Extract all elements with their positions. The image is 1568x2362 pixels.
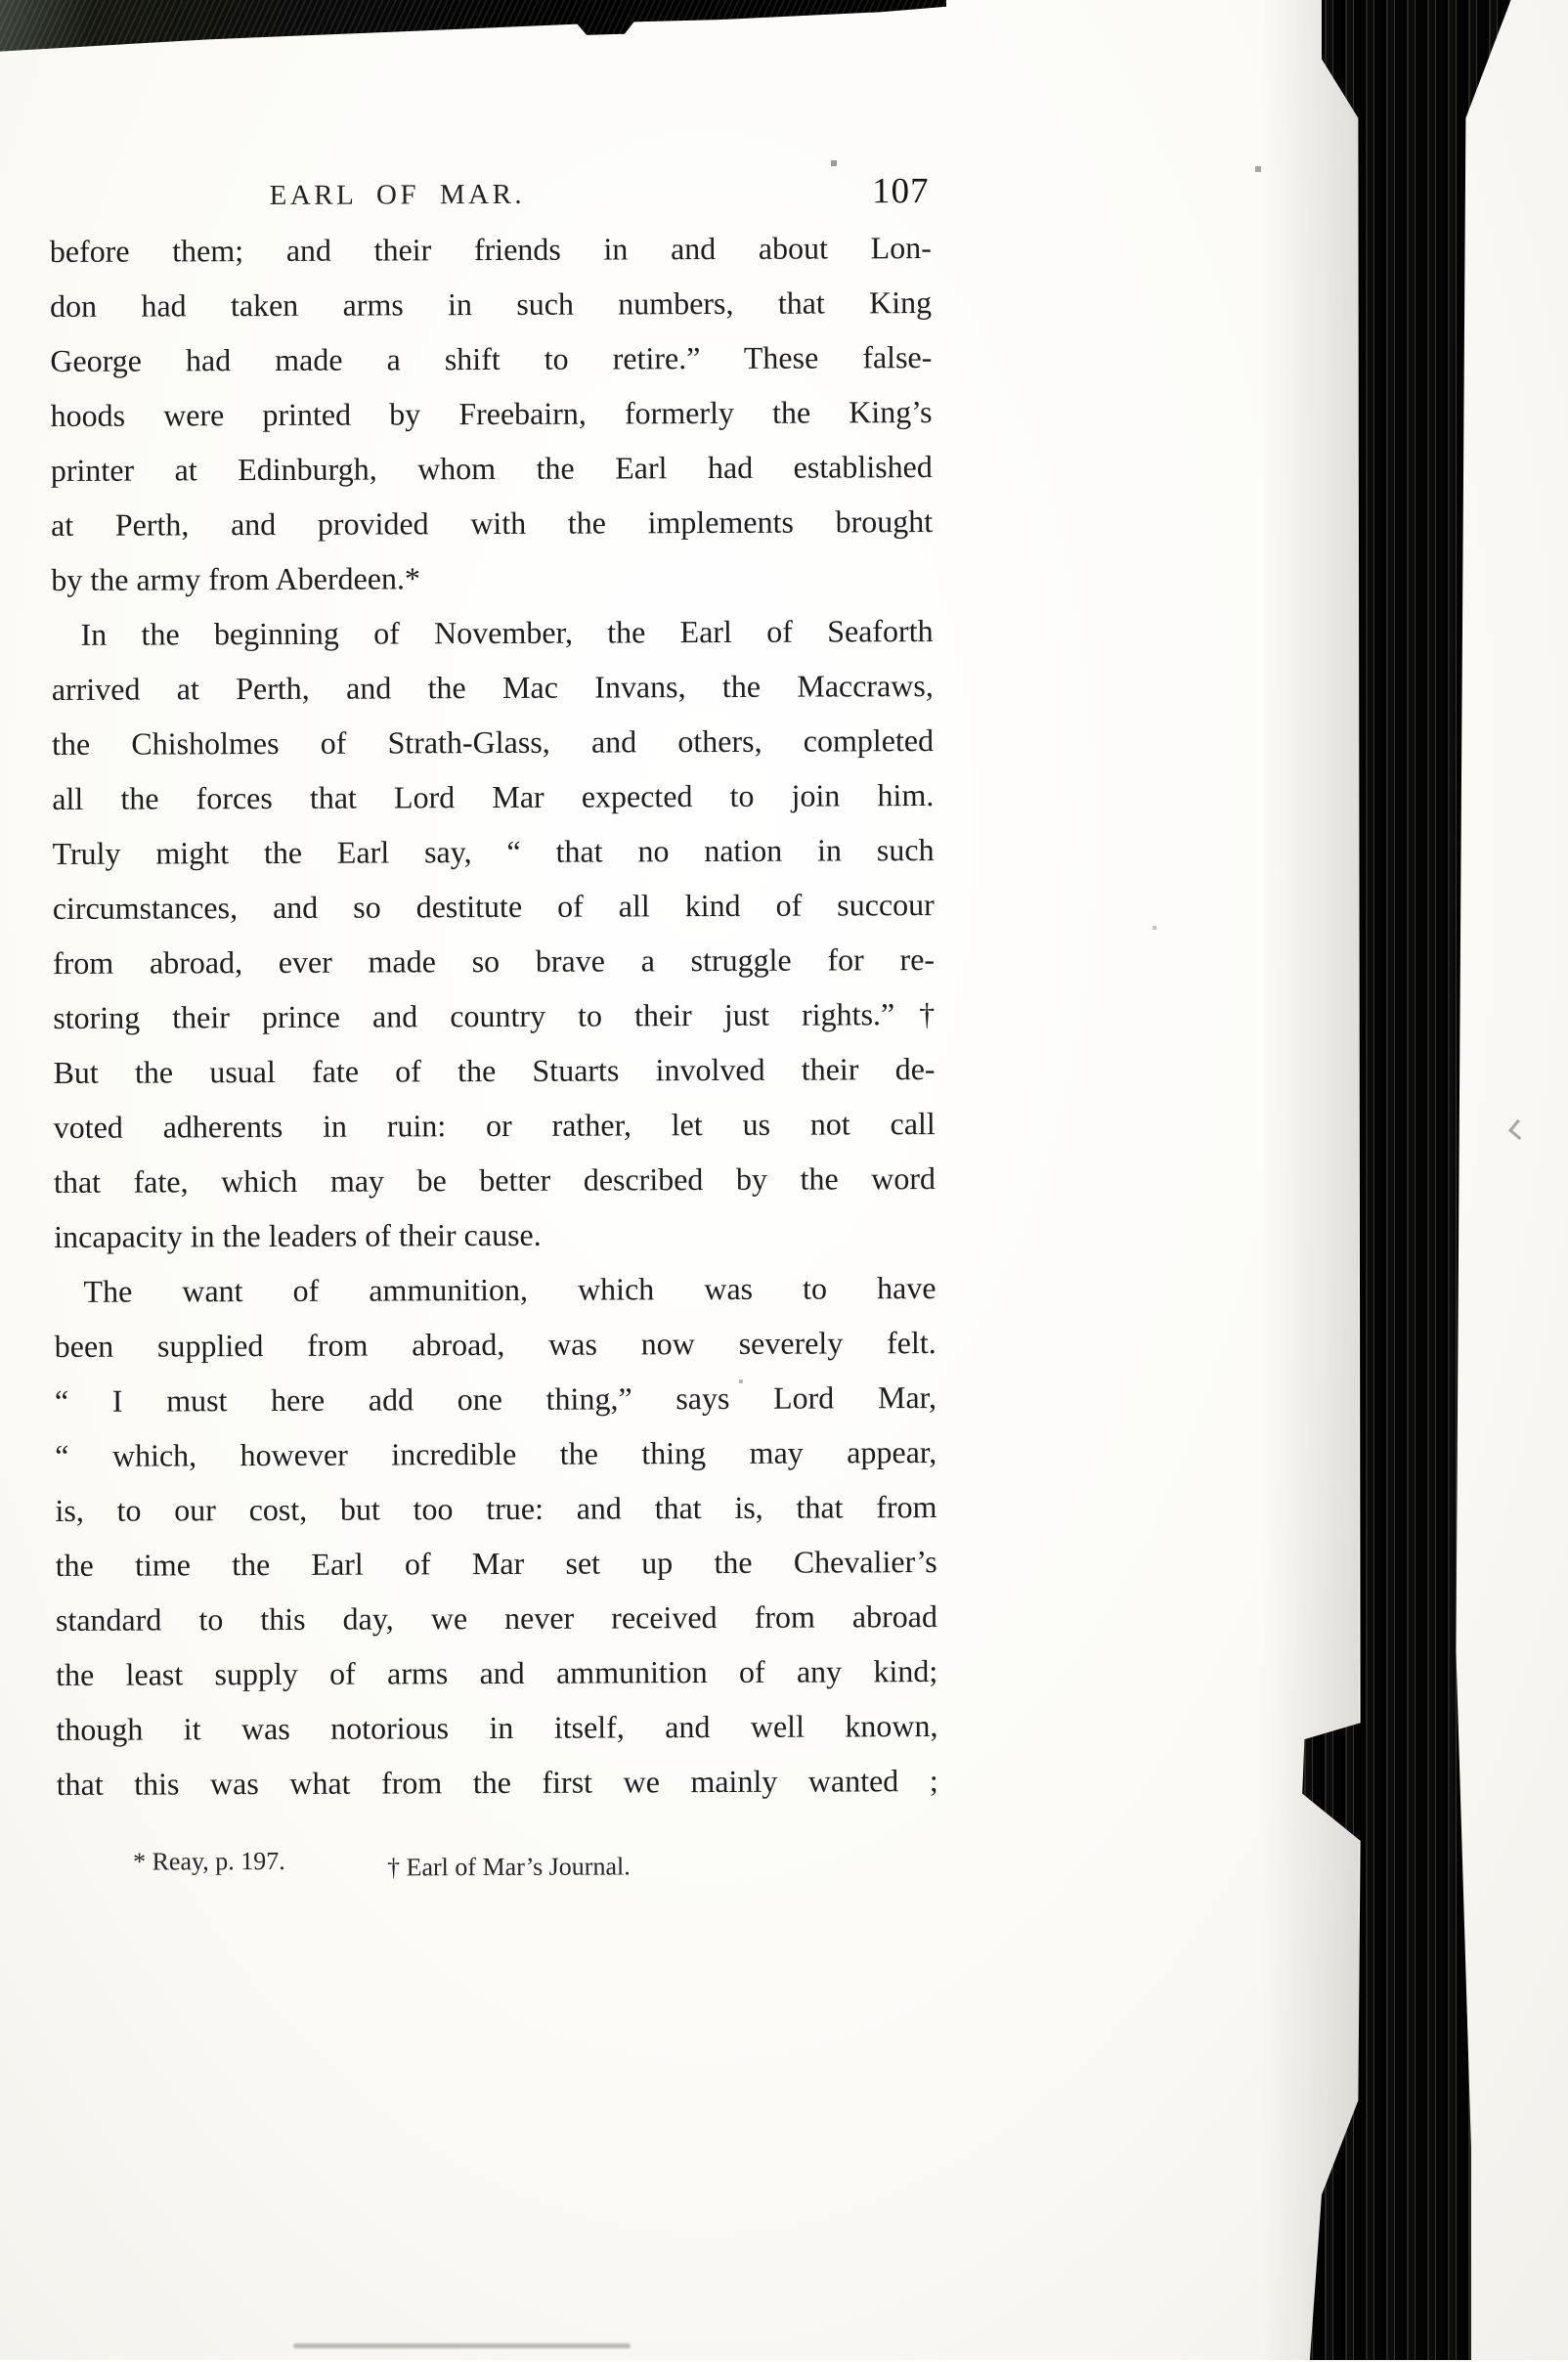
text-line: Truly might the Earl say, “ that no nation in such [52, 832, 935, 871]
text-line: In the beginning of November, the Earl of Seaforth [80, 613, 934, 652]
text-line: the time the Earl of Mar set up the Chevalier’s [55, 1544, 937, 1583]
text-line: hoods were printed by Freebairn, formerly the King’s [50, 394, 933, 433]
text-line: arrived at Perth, and the Mac Invans, the Maccraws, [51, 668, 934, 707]
text-line: at Perth, and provided with the implements brought [50, 503, 934, 543]
text-line: by the army from Aberdeen.* [51, 560, 421, 597]
text-line: “ which, however incredible the thing may appear, [55, 1434, 937, 1473]
text-line: all the forces that Lord Mar expected to join him. [52, 777, 935, 816]
text-line: though it was notorious in itself, and well known, [56, 1708, 938, 1747]
page-content [49, 0, 941, 2362]
text-line: voted adherents in ruin: or rather, let us not call [53, 1106, 936, 1145]
text-line: But the usual fate of the Stuarts involved their de- [53, 1051, 936, 1090]
text-line: don had taken arms in such numbers, that King [50, 284, 933, 324]
text-line: the least supply of arms and ammunition of any kind; [56, 1653, 938, 1692]
text-line: incapacity in the leaders of their cause. [54, 1216, 542, 1254]
text-line: the Chisholmes of Strath-Glass, and others, completed [51, 722, 935, 762]
text-line: is, to our cost, but too true: and that is, that from [55, 1489, 937, 1528]
text-line: standard to this day, we never received from abroad [55, 1598, 938, 1638]
scan-artifact-gutter-shadow [1261, 0, 1359, 2360]
text-line: from abroad, ever made so brave a struggle for re- [52, 941, 936, 981]
text-line: that fate, which may be better described by the word [53, 1160, 936, 1200]
page-number: 107 [872, 171, 930, 212]
text-line: George had made a shift to retire.” These false- [50, 339, 933, 378]
scan-artifact-tick-mark [1508, 1119, 1529, 1140]
scan-artifact-smudge [293, 2343, 631, 2348]
page-header [50, 170, 932, 223]
text-line: printer at Edinburgh, whom the Earl had established [50, 449, 933, 488]
footnotes [57, 1844, 938, 1891]
text-line: “ I must here add one thing,” says Lord Mar, [54, 1379, 937, 1419]
text-line: been supplied from abroad, was now severely felt. [54, 1325, 936, 1364]
footnote-reay: * Reay, p. 197. [132, 1846, 285, 1876]
text-line: before them; and their friends in and about Lon- [49, 230, 932, 269]
text-line: circumstances, and so destitute of all kind of succour [52, 887, 935, 926]
scan-artifact-specks [0, 0, 2, 2]
text-line: The want of ammunition, which was to have [83, 1270, 936, 1309]
text-line: storing their prince and country to their just rights.”† [53, 996, 936, 1035]
body-text [50, 220, 938, 1812]
text-line: that this was what from the first we mainly wanted ; [56, 1763, 938, 1802]
footnote-mars-journal: † Earl of Mar’s Journal. [387, 1852, 631, 1882]
running-header: EARL OF MAR. [269, 178, 526, 211]
